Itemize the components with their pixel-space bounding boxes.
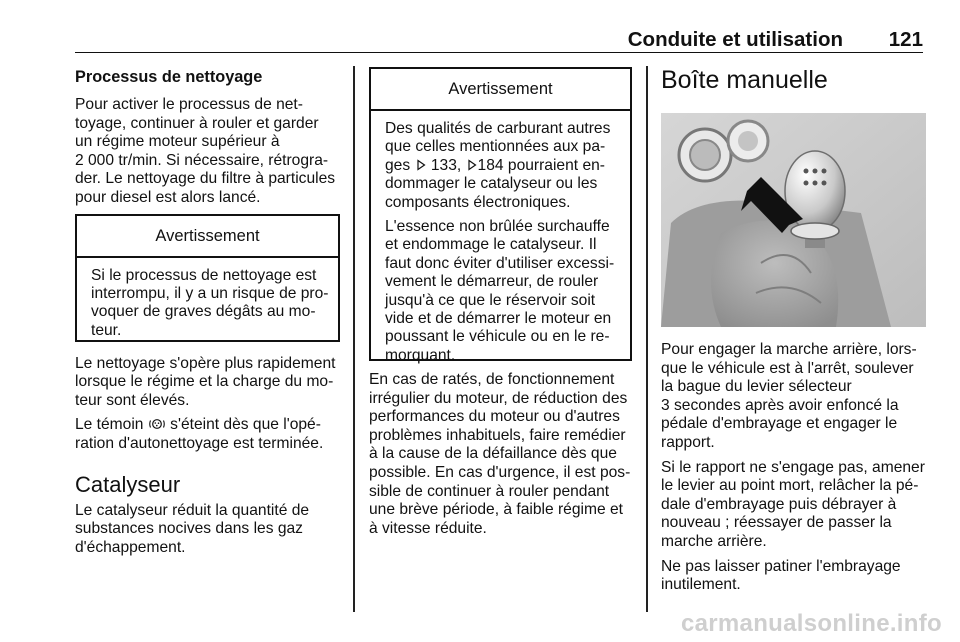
page-reference-link[interactable]: 133, [430, 156, 462, 174]
clutch-para: Ne pas laisser patiner l'embrayage inutilement. [661, 557, 901, 594]
reverse-gear-para1: Pour engager la marche arrière, lors- que le véhicule est à l'arrêt, soulever la bague du levier sélecteur 3 secondes après avoir enfoncé la pédale d'embrayage et engager le rapport. [661, 341, 917, 451]
section-heading-catalyst: Catalyseur [75, 471, 181, 497]
middle-column [369, 67, 633, 544]
gear-lever-photo [661, 113, 926, 327]
warning-box-cleaning [75, 214, 340, 342]
cleaning-para3: Le témoin s'éteint dès que l'opé- ration d'autonettoyage est terminée. [75, 416, 324, 452]
warning-text: Si le processus de nettoyage est interrompu, il y a un risque de pro- voquer de graves dégâts au mo- teur. [91, 266, 329, 339]
page-header [75, 26, 923, 53]
page-reference-link[interactable]: 184 pourraient en- [477, 156, 605, 174]
page-reference-arrow-icon [415, 159, 427, 171]
chapter-title: Conduite et utilisation [627, 28, 843, 51]
column-divider-2 [646, 66, 648, 612]
section-heading-cleaning: Processus de nettoyage [75, 68, 263, 86]
left-column [75, 67, 345, 563]
particle-filter-warning-icon [148, 417, 166, 431]
column-divider-1 [353, 66, 355, 612]
misfire-para: En cas de ratés, de fonctionnement irrégulier du moteur, de réduction des performances du moteur ou d'autres problèmes inhabituels, faire remédier à la cause de la défaillance dès que possible. En cas d'urgence, il est pos- sible de continuer à rouler pendant une brève période, à faible régime et à vitesse réduite. [369, 371, 631, 537]
warning-text-unburnt: L'essence non brûlée surchauffe et endommage le catalyseur. Il faut donc éviter d'utiliser excessi- vement le démarreur, de rouler jusqu'à ce que le réservoir soit vide et de démarrer le moteur en poussant le véhicule ou en le re- morquant. [385, 218, 615, 364]
warning-title: Avertissement [77, 216, 338, 258]
section-heading-manual-gearbox: Boîte manuelle [661, 66, 828, 94]
warning-text-fuel: Des qualités de carburant autres que celles mentionnées aux pa- ges 133, 184 pourraient en- dommager le catalyseur ou les composants électroniques. [385, 120, 611, 211]
page-number: 121 [888, 28, 923, 51]
cleaning-para2: Le nettoyage s'opère plus rapidement lorsque le régime et la charge du mo- teur sont élevés. [75, 354, 336, 409]
warning-box-catalyst [369, 67, 632, 364]
cleaning-intro: Pour activer le processus de net- toyage, continuer à rouler et garder un régime moteur supérieur à 2 000 tr/min. Si nécessaire, rétrogra- der. Le nettoyage du filtre à particules pour diesel est alors lancé. [75, 96, 336, 206]
right-text [661, 341, 931, 601]
page-reference-arrow-icon [466, 159, 478, 171]
right-column [661, 66, 931, 94]
catalyst-para: Le catalyseur réduit la quantité de substances nocives dans les gaz d'échappement. [75, 501, 310, 556]
reverse-gear-para2: Si le rapport ne s'engage pas, amener le levier au point mort, relâcher la pé- dale d'embrayage puis débrayer à nouveau ; réessayer de passer la marche arrière. [661, 458, 925, 550]
watermark: carmanualsonline.info [680, 610, 942, 637]
warning-title: Avertissement [371, 69, 630, 111]
